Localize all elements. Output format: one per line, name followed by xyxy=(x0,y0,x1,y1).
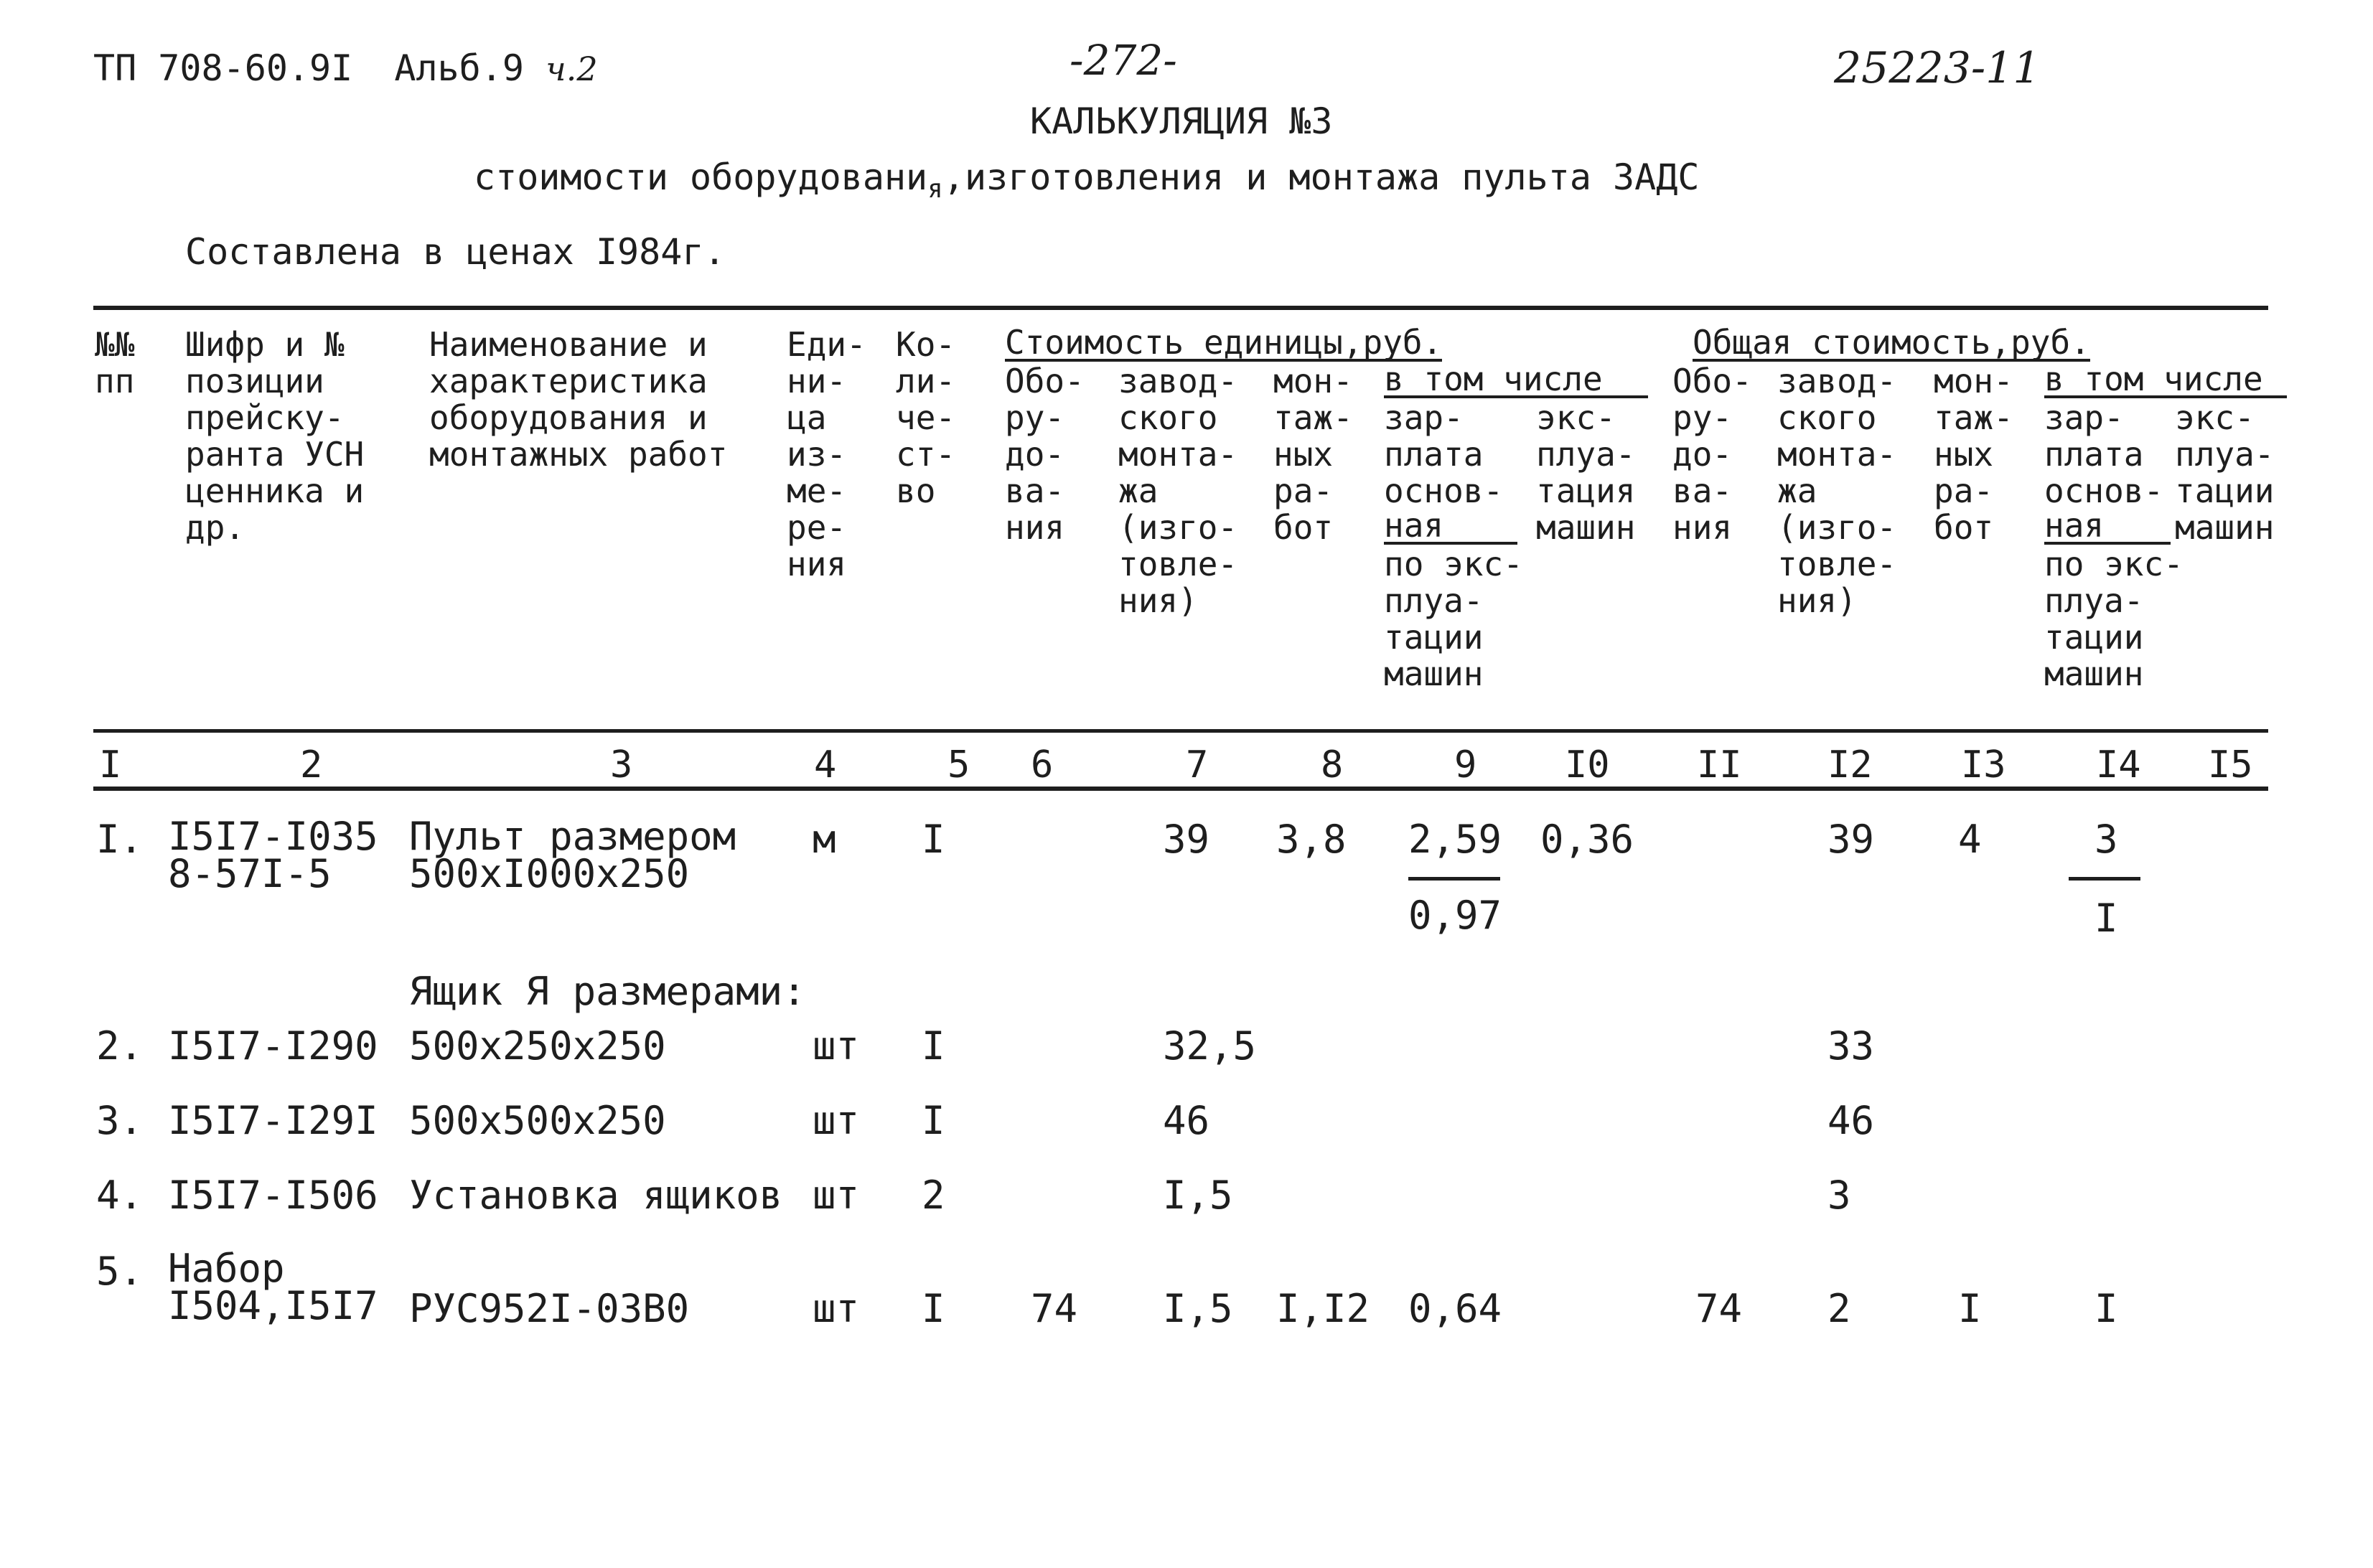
header-col-11: Обо- ру- до- ва- ния xyxy=(1672,362,1752,547)
document-subtitle xyxy=(474,156,1699,210)
row-1-total-wage-fraction-line xyxy=(2069,877,2140,881)
row-1-wage-base: 2,59 xyxy=(1408,817,1502,862)
row-2-unit: шт xyxy=(813,1023,860,1069)
header-col-14-top: зар- плата основ- xyxy=(2044,398,2164,510)
row-5-total-factory: 2 xyxy=(1827,1286,1851,1331)
header-col-13: мон- таж- ных ра- бот xyxy=(1934,362,2013,547)
subtitle-part2: ,изготовления и монтажа пульта ЗАДС xyxy=(942,156,1700,198)
row-5-wage-base: 0,64 xyxy=(1408,1286,1502,1331)
header-col-5: Ко- ли- че- ст- во xyxy=(896,325,956,510)
row-3-code: I5I7-I29I xyxy=(168,1098,378,1143)
col-number-9: 9 xyxy=(1454,743,1477,787)
row-5-name: РУС952I-03В0 xyxy=(409,1286,690,1331)
row-1-qty: I xyxy=(922,817,945,862)
row-1-total-factory: 39 xyxy=(1827,817,1875,862)
col-number-7: 7 xyxy=(1186,743,1209,787)
row-1-total-install: 4 xyxy=(1958,817,1982,862)
header-bottom-rule xyxy=(93,729,2268,733)
album-text: Альб.9 xyxy=(394,47,524,89)
prices-note: Составлена в ценах I984г. xyxy=(185,231,726,273)
header-col-8: мон- таж- ных ра- бот xyxy=(1273,362,1353,547)
row-1-machine: 0,36 xyxy=(1540,817,1634,862)
inventory-number: 25223-11 xyxy=(1834,43,2041,93)
header-col-9-top: зар- плата основ- xyxy=(1384,398,1504,510)
row-1-total-wage-machine: I xyxy=(2094,896,2118,941)
subtitle-subscript: я xyxy=(927,174,943,204)
document-title: КАЛЬКУЛЯЦИЯ №3 xyxy=(1030,100,1333,142)
header-col-9-mid: ная xyxy=(1384,510,1517,545)
row-4-code: I5I7-I506 xyxy=(168,1173,378,1218)
row-1-name: Пульт размером 500хI000х250 xyxy=(409,814,736,896)
header-col-4: Еди- ни- ца из- ме- ре- ния xyxy=(787,325,866,583)
row-3-qty: I xyxy=(922,1098,945,1143)
row-3-total-factory: 46 xyxy=(1827,1098,1875,1143)
group-label: Ящик Я размерами: xyxy=(409,969,806,1014)
row-1-wage-machine: 0,97 xyxy=(1408,893,1502,938)
col-number-11: II xyxy=(1697,743,1742,787)
col-number-10: I0 xyxy=(1565,743,1610,787)
row-5-code: Набор I504,I5I7 xyxy=(168,1246,378,1328)
header-col-1: №№ пп xyxy=(95,325,135,400)
col-number-15: I5 xyxy=(2208,743,2253,787)
col-number-1: I xyxy=(99,743,122,787)
row-4-unit: шт xyxy=(813,1173,860,1218)
row-1-code: I5I7-I035 8-57I-5 xyxy=(168,814,378,896)
album-part-handwritten: ч.2 xyxy=(546,50,598,88)
header-col-12: завод- ского монта- жа (изго- товле- ния) xyxy=(1777,362,1897,620)
row-2-no: 2. xyxy=(96,1023,144,1069)
header-unit-cost-group: Стоимость единицы,руб. xyxy=(1005,323,1443,362)
row-4-total-factory: 3 xyxy=(1827,1173,1851,1218)
header-col-14-mid: ная xyxy=(2044,510,2171,545)
header-col-10: экс- плуа- тация машин xyxy=(1536,398,1636,547)
row-2-qty: I xyxy=(922,1023,945,1069)
subtitle-part1: стоимости оборудовани xyxy=(474,156,928,198)
header-col-2: Шифр и № позиции прейску- ранта УСН ценника и др. xyxy=(185,325,365,547)
header-col-15: экс- плуа- тации машин xyxy=(2175,398,2275,547)
col-number-14: I4 xyxy=(2096,743,2141,787)
row-4-qty: 2 xyxy=(922,1173,945,1218)
row-1-unit: м xyxy=(813,817,836,862)
row-4-name: Установка ящиков xyxy=(409,1173,783,1218)
row-5-no: 5. xyxy=(96,1249,144,1294)
col-number-3: 3 xyxy=(610,743,633,787)
header-incl-unit: в том числе xyxy=(1384,363,1648,398)
header-total-cost-group: Общая стоимость,руб. xyxy=(1693,323,2090,362)
col-number-8: 8 xyxy=(1321,743,1344,787)
row-5-total-wage-base: I xyxy=(2094,1286,2118,1331)
header-col-9-bottom: по экс- плуа- тации машин xyxy=(1384,545,1523,693)
col-number-13: I3 xyxy=(1961,743,2006,787)
colnum-bottom-rule xyxy=(93,787,2268,791)
page-number: -272- xyxy=(1070,36,1177,85)
row-5-factory: I,5 xyxy=(1163,1286,1233,1331)
header-col-7: завод- ского монта- жа (изго- товле- ния) xyxy=(1118,362,1238,620)
row-5-install: I,I2 xyxy=(1276,1286,1370,1331)
row-4-no: 4. xyxy=(96,1173,144,1218)
row-3-factory: 46 xyxy=(1163,1098,1210,1143)
row-2-name: 500х250х250 xyxy=(409,1023,666,1069)
row-2-factory: 32,5 xyxy=(1163,1023,1257,1069)
col-number-12: I2 xyxy=(1827,743,1873,787)
header-col-3: Наименование и характеристика оборудования и монтажных работ xyxy=(429,325,728,474)
row-3-no: 3. xyxy=(96,1098,144,1143)
col-number-4: 4 xyxy=(814,743,837,787)
table-top-rule xyxy=(93,306,2268,310)
header-col-14-bottom: по экс- плуа- тации машин xyxy=(2044,545,2184,693)
col-number-6: 6 xyxy=(1031,743,1054,787)
doc-code-text: ТП 708-60.9I xyxy=(93,47,353,89)
doc-code xyxy=(93,47,598,90)
row-3-name: 500х500х250 xyxy=(409,1098,666,1143)
row-2-total-factory: 33 xyxy=(1827,1023,1875,1069)
row-5-total-equip: 74 xyxy=(1695,1286,1743,1331)
row-1-no: I. xyxy=(96,817,144,862)
row-5-total-install: I xyxy=(1958,1286,1982,1331)
row-1-install: 3,8 xyxy=(1276,817,1347,862)
row-5-qty: I xyxy=(922,1286,945,1331)
row-1-factory: 39 xyxy=(1163,817,1210,862)
row-5-equip: 74 xyxy=(1031,1286,1078,1331)
col-number-2: 2 xyxy=(300,743,323,787)
row-1-total-wage-base: 3 xyxy=(2094,817,2118,862)
header-incl-total: в том числе xyxy=(2044,363,2287,398)
row-5-unit: шт xyxy=(813,1286,860,1331)
header-col-6: Обо- ру- до- ва- ния xyxy=(1005,362,1085,547)
row-1-wage-fraction-line xyxy=(1408,877,1500,881)
col-number-5: 5 xyxy=(947,743,970,787)
row-2-code: I5I7-I290 xyxy=(168,1023,378,1069)
row-3-unit: шт xyxy=(813,1098,860,1143)
row-4-factory: I,5 xyxy=(1163,1173,1233,1218)
